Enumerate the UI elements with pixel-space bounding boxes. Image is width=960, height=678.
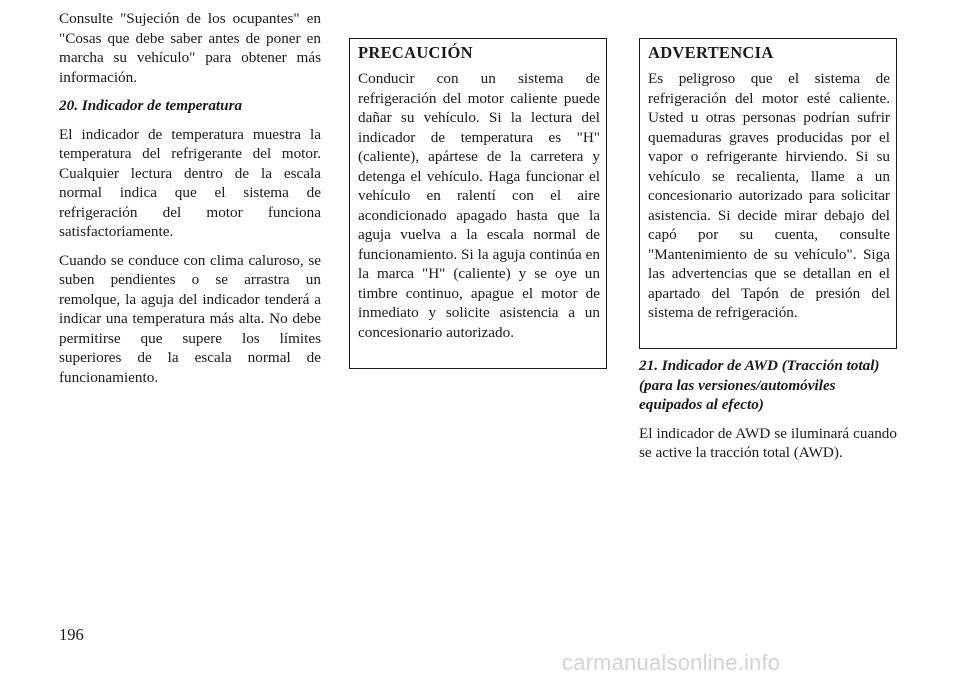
- caution-title: PRECAUCIÓN: [358, 43, 473, 62]
- left-column: [59, 9, 321, 396]
- section-20-heading: 20. Indicador de temperatura: [59, 97, 243, 114]
- caution-box: [349, 38, 607, 369]
- section-21-paragraph: El indicador de AWD se iluminará cuando se active la tracción total (AWD).: [639, 424, 897, 461]
- warning-box: [639, 38, 897, 349]
- page-number: 196: [59, 625, 84, 644]
- middle-column: [349, 38, 607, 369]
- caution-text: Conducir con un sistema de refrigeración del motor caliente puede dañar su vehículo. Si la lectura del indicador de temperatura es "H" (caliente), apártese de la carretera y detenga el vehículo. Haga funcionar el vehículo en ralentí con el aire acondicionado apagado hasta que la aguja vuelva a la escala normal de funcionamiento. Si la aguja continúa en la marca "H" (caliente) y se oye un timbre continuo, apague el motor de inmediato y solicite asistencia a un concesionario autorizado.: [358, 70, 600, 341]
- intro-paragraph: Consulte "Sujeción de los ocupantes" en "Cosas que debe saber antes de poner en marcha su vehículo" para obtener más información.: [59, 10, 321, 86]
- warning-title: ADVERTENCIA: [648, 43, 774, 62]
- warning-text: Es peligroso que el sistema de refrigeración del motor esté caliente. Usted u otras personas podrían sufrir quemaduras graves producidas por el vapor o refrigerante hirviendo. Si su vehículo se recalienta, llame a un concesionario autorizado para solicitar asistencia. Si decide mirar debajo del capó por su cuenta, consulte "Mantenimiento de su vehículo". Siga las advertencias que se detallan en el apartado del Tapón de presión del sistema de refrigeración.: [648, 70, 890, 321]
- right-column: [639, 38, 897, 472]
- section-21-heading: 21. Indicador de AWD (Tracción total) (para las versiones/automóviles equipados al efecto): [639, 357, 880, 413]
- section-20-paragraph-1: El indicador de temperatura muestra la temperatura del refrigerante del motor. Cualquier lectura dentro de la escala normal indica que el sistema de refrigeración del motor funciona satisfactoriamente.: [59, 125, 321, 240]
- section-20-paragraph-2: Cuando se conduce con clima caluroso, se suben pendientes o se arrastra un remolque, la aguja del indicador tenderá a indicar una temperatura más alta. No debe permitirse que supere los límites superiores de la escala normal de funcionamiento.: [59, 251, 321, 386]
- watermark: carmanualsonline.info: [562, 650, 781, 675]
